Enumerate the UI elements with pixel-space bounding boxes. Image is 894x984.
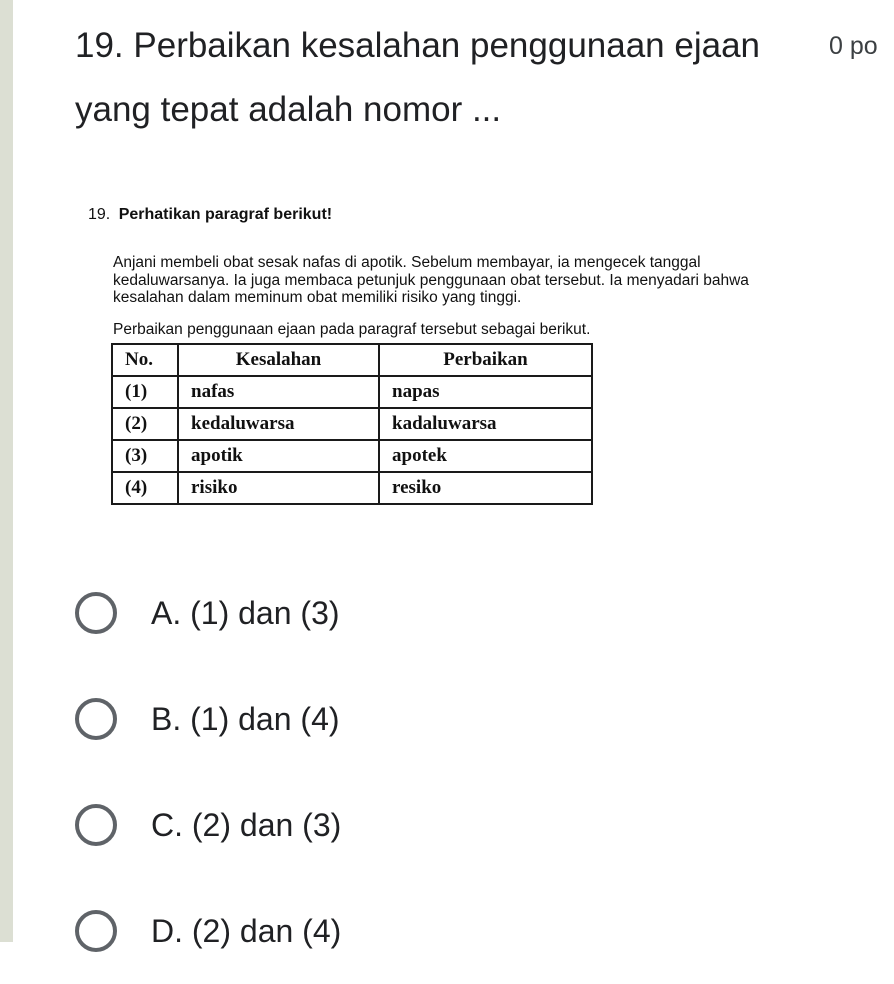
cell-no: (1) xyxy=(112,376,178,408)
question-title: 19. Perbaikan kesalahan penggunaan ejaan yang tepat adalah nomor ... xyxy=(75,26,761,129)
table-row xyxy=(112,472,592,504)
option-b-label[interactable]: B. (1) dan (4) xyxy=(151,700,340,737)
spelling-table xyxy=(111,343,593,505)
paragraph xyxy=(113,254,893,307)
option-c[interactable] xyxy=(75,772,775,878)
cell-kesalahan: kedaluwarsa xyxy=(178,408,379,440)
cell-kesalahan: apotik xyxy=(178,440,379,472)
option-d[interactable] xyxy=(75,878,775,984)
points-label: 0 po xyxy=(829,32,878,60)
cell-kesalahan: risiko xyxy=(178,472,379,504)
cell-no: (3) xyxy=(112,440,178,472)
cell-perbaikan: resiko xyxy=(379,472,592,504)
option-c-label[interactable]: C. (2) dan (3) xyxy=(151,806,342,843)
instruction-text: Perhatikan paragraf berikut! xyxy=(118,206,333,223)
header-perbaikan: Perbaikan xyxy=(379,344,592,376)
cell-kesalahan: nafas xyxy=(178,376,379,408)
table-row xyxy=(112,440,592,472)
table-header-row xyxy=(112,344,592,376)
paragraph-line: Anjani membeli obat sesak nafas di apotik. Sebelum membayar, ia mengecek tanggal xyxy=(113,254,701,271)
header-kesalahan: Kesalahan xyxy=(178,344,379,376)
cell-perbaikan: apotek xyxy=(379,440,592,472)
radio-button-a[interactable] xyxy=(75,592,117,634)
radio-button-d[interactable] xyxy=(75,910,117,952)
table-lead-text: Perbaikan penggunaan ejaan pada paragraf tersebut sebagai berikut. xyxy=(113,321,591,338)
radio-button-c[interactable] xyxy=(75,804,117,846)
option-a[interactable] xyxy=(75,560,775,666)
paragraph-line: kesalahan dalam meminum obat memiliki risiko yang tinggi. xyxy=(113,289,522,306)
question-number: 19. xyxy=(88,206,111,223)
option-a-label[interactable]: A. (1) dan (3) xyxy=(151,594,340,631)
paragraph-line: kedaluwarsanya. Ia juga membaca petunjuk penggunaan obat tersebut. Ia menyadari bahwa xyxy=(113,271,749,289)
cell-no: (4) xyxy=(112,472,178,504)
table-row xyxy=(112,408,592,440)
cell-perbaikan: kadaluwarsa xyxy=(379,408,592,440)
question-image xyxy=(80,200,892,522)
option-d-label[interactable]: D. (2) dan (4) xyxy=(151,912,342,949)
answer-options xyxy=(75,560,775,984)
cell-perbaikan: napas xyxy=(379,376,592,408)
option-b[interactable] xyxy=(75,666,775,772)
left-edge-strip xyxy=(0,0,13,942)
cell-no: (2) xyxy=(112,408,178,440)
table-row xyxy=(112,376,592,408)
header-no: No. xyxy=(112,344,178,376)
radio-button-b[interactable] xyxy=(75,698,117,740)
instruction-line xyxy=(88,206,332,224)
